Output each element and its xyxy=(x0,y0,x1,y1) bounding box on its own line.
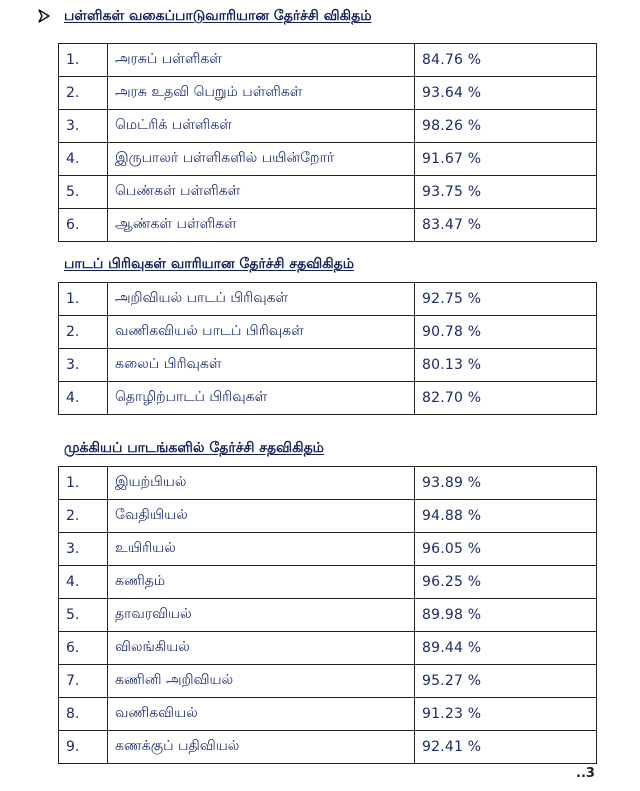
table-row xyxy=(59,665,597,698)
table-row xyxy=(59,698,597,731)
row-value: 90.78 % xyxy=(415,316,597,349)
section1-heading: பள்ளிகள் வகைப்பாடுவாரியான தேர்ச்சி விகிதம் xyxy=(64,8,372,24)
row-label: கலைப் பிரிவுகள் xyxy=(108,349,415,382)
row-label: இருபாலர் பள்ளிகளில் பயின்றோர் xyxy=(108,143,415,176)
row-number: 3. xyxy=(59,110,108,143)
table-row xyxy=(59,566,597,599)
row-label: கணினி அறிவியல் xyxy=(108,665,415,698)
row-value: 89.44 % xyxy=(415,632,597,665)
row-number: 9. xyxy=(59,731,108,764)
row-label: உயிரியல் xyxy=(108,533,415,566)
row-number: 1. xyxy=(59,467,108,500)
table-row xyxy=(59,110,597,143)
row-number: 2. xyxy=(59,77,108,110)
row-number: 8. xyxy=(59,698,108,731)
table-row xyxy=(59,143,597,176)
table-row xyxy=(59,176,597,209)
row-label: கணக்குப் பதிவியல் xyxy=(108,731,415,764)
table-row xyxy=(59,209,597,242)
row-value: 94.88 % xyxy=(415,500,597,533)
row-value: 93.75 % xyxy=(415,176,597,209)
table-row xyxy=(59,77,597,110)
row-label: வணிகவியல் பாடப் பிரிவுகள் xyxy=(108,316,415,349)
table-row xyxy=(59,349,597,382)
row-value: 98.26 % xyxy=(415,110,597,143)
table-row xyxy=(59,467,597,500)
table-row xyxy=(59,44,597,77)
row-number: 2. xyxy=(59,316,108,349)
row-value: 83.47 % xyxy=(415,209,597,242)
row-number: 4. xyxy=(59,143,108,176)
school-type-table xyxy=(58,43,597,242)
row-value: 80.13 % xyxy=(415,349,597,382)
table-row xyxy=(59,316,597,349)
row-label: தொழிற்பாடப் பிரிவுகள் xyxy=(108,382,415,415)
row-number: 6. xyxy=(59,632,108,665)
row-value: 95.27 % xyxy=(415,665,597,698)
subject-table xyxy=(58,466,597,764)
row-number: 4. xyxy=(59,382,108,415)
row-number: 5. xyxy=(59,176,108,209)
table-row xyxy=(59,599,597,632)
row-number: 7. xyxy=(59,665,108,698)
row-label: தாவரவியல் xyxy=(108,599,415,632)
table-row xyxy=(59,533,597,566)
row-label: இயற்பியல் xyxy=(108,467,415,500)
row-label: அறிவியல் பாடப் பிரிவுகள் xyxy=(108,283,415,316)
table-row xyxy=(59,731,597,764)
row-number: 3. xyxy=(59,349,108,382)
row-value: 82.70 % xyxy=(415,382,597,415)
row-value: 92.75 % xyxy=(415,283,597,316)
row-value: 93.64 % xyxy=(415,77,597,110)
row-value: 92.41 % xyxy=(415,731,597,764)
row-label: அரசுப் பள்ளிகள் xyxy=(108,44,415,77)
page-number: ..3 xyxy=(576,766,595,781)
table-row xyxy=(59,283,597,316)
row-number: 4. xyxy=(59,566,108,599)
row-value: 91.67 % xyxy=(415,143,597,176)
row-label: விலங்கியல் xyxy=(108,632,415,665)
row-label: வேதியியல் xyxy=(108,500,415,533)
row-value: 96.05 % xyxy=(415,533,597,566)
table-row xyxy=(59,382,597,415)
row-number: 2. xyxy=(59,500,108,533)
row-value: 96.25 % xyxy=(415,566,597,599)
row-number: 1. xyxy=(59,283,108,316)
row-label: வணிகவியல் xyxy=(108,698,415,731)
table-row xyxy=(59,500,597,533)
row-value: 84.76 % xyxy=(415,44,597,77)
table-row xyxy=(59,632,597,665)
arrow-bullet-icon xyxy=(38,9,50,23)
section3-heading: முக்கியப் பாடங்களில் தேர்ச்சி சதவிகிதம் xyxy=(64,440,324,456)
row-number: 6. xyxy=(59,209,108,242)
row-value: 91.23 % xyxy=(415,698,597,731)
section2-heading: பாடப் பிரிவுகள் வாரியான தேர்ச்சி சதவிகிதம் xyxy=(64,256,355,272)
row-number: 3. xyxy=(59,533,108,566)
row-value: 93.89 % xyxy=(415,467,597,500)
row-label: ஆண்கள் பள்ளிகள் xyxy=(108,209,415,242)
stream-table xyxy=(58,282,597,415)
row-label: கணிதம் xyxy=(108,566,415,599)
row-number: 5. xyxy=(59,599,108,632)
row-number: 1. xyxy=(59,44,108,77)
row-label: பெண்கள் பள்ளிகள் xyxy=(108,176,415,209)
row-value: 89.98 % xyxy=(415,599,597,632)
row-label: மெட்ரிக் பள்ளிகள் xyxy=(108,110,415,143)
row-label: அரசு உதவி பெறும் பள்ளிகள் xyxy=(108,77,415,110)
